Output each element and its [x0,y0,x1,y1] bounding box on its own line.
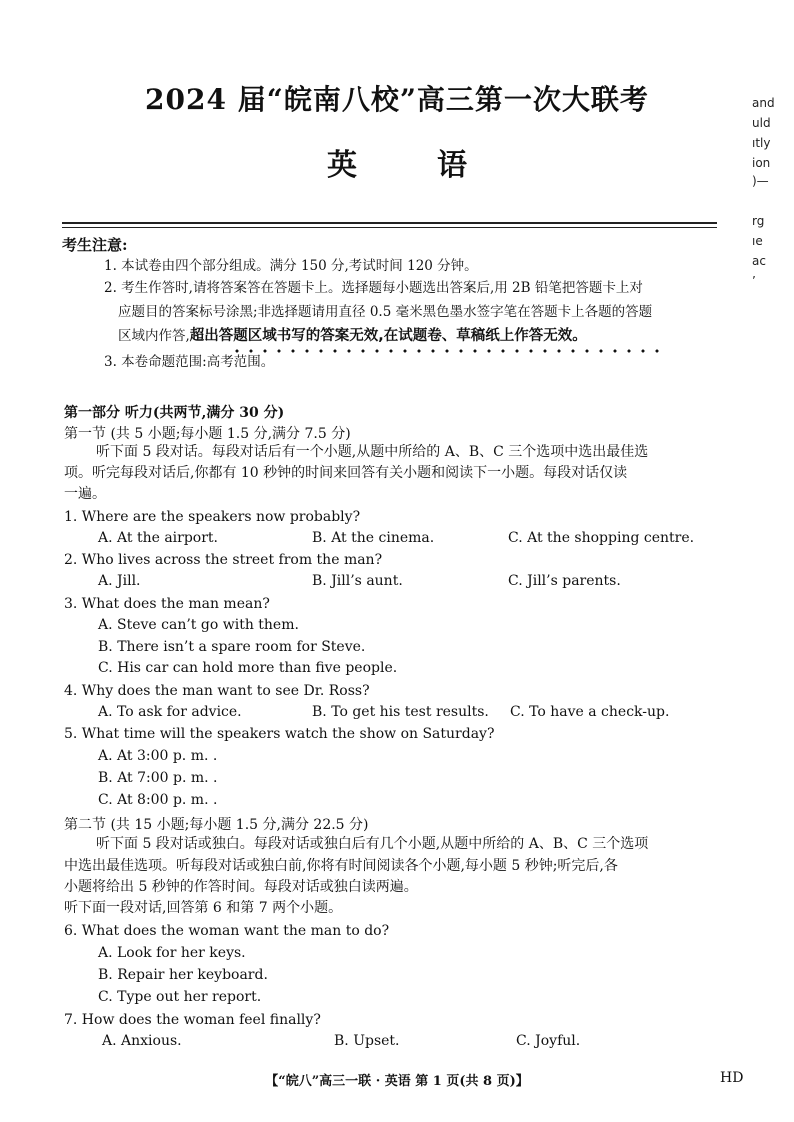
section-1-instructions-line-3: 一遍。 [64,486,106,502]
question-1-option-a: A. At the airport. [98,530,219,546]
footer-code: HD [720,1070,744,1086]
section-1-heading: 第一节 (共 5 小题;每小题 1.5 分,满分 7.5 分) [64,426,351,442]
margin-fragment: ac [752,254,766,268]
question-3: 3. What does the man mean? [64,596,270,612]
question-5-option-a: A. At 3:00 p. m. . [98,748,218,764]
section-1-instructions-line-1: 听下面 5 段对话。每段对话后有一个小题,从题中所给的 A、B、C 三个选项中选出最佳选 [96,444,649,460]
notice-item-1: 1. 本试卷由四个部分组成。满分 150 分,考试时间 120 分钟。 [104,258,478,274]
section-1-instructions-line-2: 项。听完每段对话后,你都有 10 秒钟的时间来回答有关小题和阅读下一小题。每段对话仅读 [64,465,628,481]
question-5-option-b: B. At 7:00 p. m. . [98,770,218,786]
header-rule-thick [62,222,717,224]
notice-item-2-line-1: 2. 考生作答时,请将答案答在答题卡上。选择题每小题选出答案后,用 2B 铅笔把答题卡上对 [104,280,643,296]
margin-fragment: rg [752,214,765,228]
question-5: 5. What time will the speakers watch the show on Saturday? [64,726,495,742]
question-3-option-a: A. Steve can’t go with them. [98,617,299,633]
question-4-option-a: A. To ask for advice. [98,704,242,720]
question-3-option-c: C. His car can hold more than five people. [98,660,398,676]
margin-fragment: uld [752,116,771,130]
section-2-lead: 听下面一段对话,回答第 6 和第 7 两个小题。 [64,900,343,916]
question-2-option-a: A. Jill. [98,573,141,589]
notice-heading: 考生注意: [62,236,128,254]
question-4-option-c: C. To have a check-up. [510,704,670,720]
question-7-option-c: C. Joyful. [516,1033,581,1049]
question-7-option-a: A. Anxious. [102,1033,182,1049]
question-3-option-b: B. There isn’t a spare room for Steve. [98,639,366,655]
margin-fragment: ıtly [752,136,771,150]
question-7: 7. How does the woman feel finally? [64,1012,321,1028]
notice-emphasis: 超出答题区域书写的答案无效,在试题卷、草稿纸上作答无效。 [189,328,587,344]
question-1-option-b: B. At the cinema. [312,530,435,546]
question-6: 6. What does the woman want the man to do? [64,923,390,939]
question-1: 1. Where are the speakers now probably? [64,509,361,525]
section-2-instructions-line-1: 听下面 5 段对话或独白。每段对话或独白后有几个小题,从题中所给的 A、B、C 三个选项 [96,836,649,852]
question-5-option-c: C. At 8:00 p. m. . [98,792,218,808]
question-2-option-b: B. Jill’s aunt. [312,573,403,589]
question-1-option-c: C. At the shopping centre. [508,530,695,546]
question-2-option-c: C. Jill’s parents. [508,573,621,589]
section-2-instructions-line-3: 小题将给出 5 秒钟的作答时间。每段对话或独白读两遍。 [64,879,418,895]
exam-title: 2024 届“皖南八校”高三第一次大联考 [145,83,649,116]
question-7-option-b: B. Upset. [334,1033,400,1049]
margin-fragment: ion [752,156,771,170]
subject-char-1: 英 [327,148,357,183]
margin-fragment: ıe [752,234,763,248]
emphasis-dots [230,348,660,354]
notice-item-3: 3. 本卷命题范围:高考范围。 [104,354,275,370]
question-6-option-b: B. Repair her keyboard. [98,967,268,983]
subject-char-2: 语 [437,148,467,183]
question-2: 2. Who lives across the street from the man? [64,552,383,568]
section-2-instructions-line-2: 中选出最佳选项。听每段对话或独白前,你将有时间阅读各个小题,每小题 5 秒钟;听完后,各 [64,858,618,874]
notice-item-2-plain: 区域内作答, [118,328,190,344]
question-6-option-c: C. Type out her report. [98,989,262,1005]
margin-fragment: ’ [752,274,756,288]
question-4-option-b: B. To get his test results. [312,704,489,720]
header-rule-thin [62,227,717,228]
margin-fragment: )— [752,174,769,188]
section-2-heading: 第二节 (共 15 小题;每小题 1.5 分,满分 22.5 分) [64,817,369,833]
question-6-option-a: A. Look for her keys. [98,945,246,961]
notice-item-2-line-2: 应题目的答案标号涂黑;非选择题请用直径 0.5 毫米黑色墨水签字笔在答题卡上各题的答题 [118,304,653,320]
subject-title [0,140,794,184]
page-footer: 【“皖八”高三一联 · 英语 第 1 页(共 8 页)】 [265,1074,529,1089]
notice-item-2-line-3 [118,326,587,346]
margin-fragment: and [752,96,775,110]
question-4: 4. Why does the man want to see Dr. Ross? [64,683,370,699]
part-1-heading: 第一部分 听力(共两节,满分 30 分) [64,405,285,421]
